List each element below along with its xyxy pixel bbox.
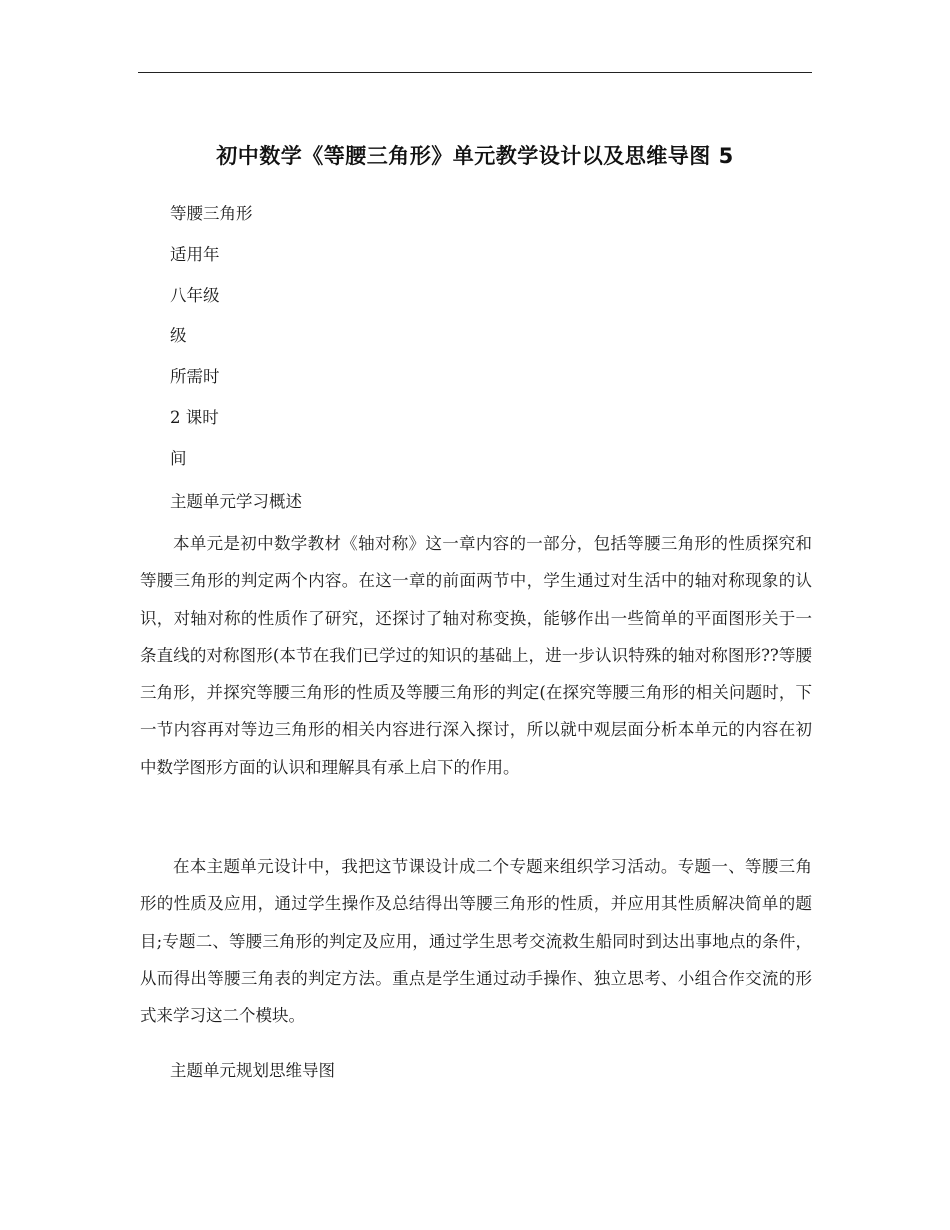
- header-rule: [138, 72, 812, 73]
- info-line: 等腰三角形: [170, 204, 253, 223]
- info-lines: [170, 200, 253, 486]
- info-line: 间: [170, 448, 187, 468]
- info-line: 2 课时: [170, 407, 219, 427]
- overview-paragraph: 本单元是初中数学教材《轴对称》这一章内容的一部分，包括等腰三角形的性质探究和等腰三角形的判定两个内容。在这一章的前面两节中，学生通过对生活中的轴对称现象的认识，对轴对称的性质作了研究，还探讨了轴对称变换，能够作出一些简单的平面图形关于一条直线的对称图形(本节在我们已学过的知识的基础上，进一步认识特殊的轴对称图形??等腰三角形，并探究等腰三角形的性质及等腰三角形的判定(在探究等腰三角形的相关问题时，下一节内容再对等边三角形的相关内容进行深入探讨，所以就中观层面分析本单元的内容在初中数学图形方面的认识和理解具有承上启下的作用。: [140, 534, 812, 777]
- section-heading-mindmap: 主题单元规划思维导图: [170, 1061, 335, 1080]
- section-heading-overview: 主题单元学习概述: [170, 492, 302, 511]
- info-line: 适用年: [170, 244, 220, 264]
- info-line: 八年级: [170, 285, 220, 305]
- document-title: 初中数学《等腰三角形》单元教学设计以及思维导图 5: [216, 144, 734, 168]
- info-line: 级: [170, 326, 187, 346]
- info-line: 所需时: [170, 367, 220, 387]
- design-paragraph: 在本主题单元设计中，我把这节课设计成二个专题来组织学习活动。专题一、等腰三角形的性质及应用，通过学生操作及总结得出等腰三角形的性质，并应用其性质解决简单的题目;专题二、等腰三角形的判定及应用，通过学生思考交流救生船同时到达出事地点的条件，从而得出等腰三角表的判定方法。重点是学生通过动手操作、独立思考、小组合作交流的形式来学习这二个模块。: [140, 857, 812, 1026]
